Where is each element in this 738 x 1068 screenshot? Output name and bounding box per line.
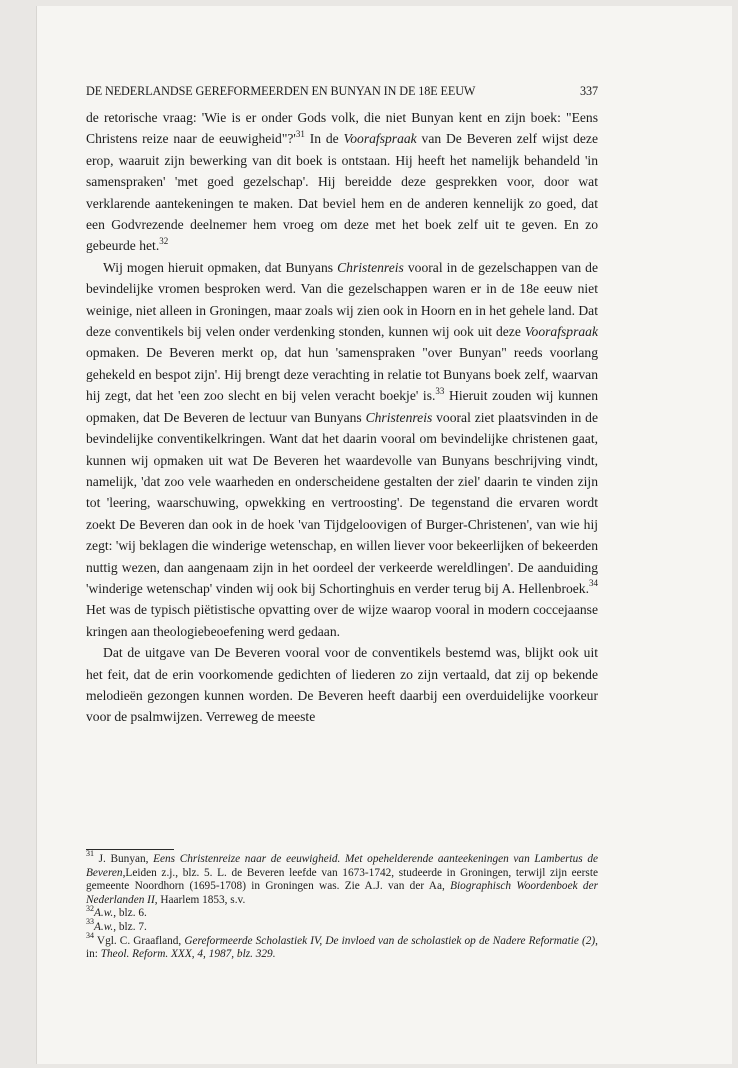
footnote-number: 32 (86, 903, 94, 913)
text-run: Het was de typisch piëtistische opvatting over de wijze waarop vooral in modern coccejaanse kringen aan theologiebeoefening werd gedaan. (86, 602, 598, 639)
text-run: Wij mogen hieruit opmaken, dat Bunyans (103, 259, 338, 275)
italic-title: Voorafspraak (343, 131, 417, 147)
text-run: , in: (86, 934, 598, 961)
running-header (86, 84, 598, 99)
italic-title: Gereformeerde Scholastiek IV, De invloed van de scholastiek op de Nadere Reformatie (2) (184, 934, 596, 947)
text-run: In de (304, 131, 344, 147)
footnote-34 (86, 930, 598, 962)
italic-title: Theol. Reform. XXX, 4, 1987, blz. 329. (100, 948, 276, 961)
footnote-divider (86, 849, 174, 850)
running-title: DE NEDERLANDSE GEREFORMEERDEN EN BUNYAN IN DE 18E EEUW (86, 84, 476, 98)
footnote-ref-33: 33 (435, 385, 445, 396)
text-run: Hieruit zouden wij kunnen opmaken, dat De Beveren de lectuur van Bunyans (86, 388, 598, 425)
paragraph-2 (86, 257, 598, 642)
italic-title: Christenreis (337, 259, 404, 275)
text-run: de retorische vraag: 'Wie is er onder Gods volk, die niet Bunyan kent en zijn boek: "Eens Christens reize naar de eeuwigheid"?' (86, 110, 598, 147)
italic-title: Eens Christenreize naar de eeuwigheid. Met opehelderende aanteekeningen van Lambertus de Beveren (86, 853, 598, 879)
footnote-number: 31 (86, 849, 94, 859)
text-run: van De Beveren zelf wijst deze erop, waaruit zijn bewerking van dit boek is ontstaan. Hij heeft het namelijk behandeld 'in samenspraken' 'met goed gezelschap'. Hij bereidde deze gesprekken voor, door wat verklarende aantekeningen te maken. Dat beviel hem en de anderen kennelijk zo goed, dat een Godvrezende deelnemer hem vroeg om deze met het boek zelf uit te geven. En zo gebeurde het. (86, 131, 598, 254)
footnote-31 (86, 849, 598, 907)
footnote-32 (86, 903, 598, 921)
text-run: Vgl. C. Graafland, (94, 934, 185, 947)
footnote-ref-32: 32 (159, 235, 169, 246)
text-run: opmaken. De Beveren merkt op, dat hun 'samenspraken "over Bunyan" reeds voorlang gehekeld en bespot zijn'. Hij brengt deze verachting in relatie tot Bunyans boek zelf, waarvan hij zegt, dat het 'een zoo slecht en bij velen veracht boekje' is. (86, 345, 598, 404)
italic-title: Voorafspraak (524, 324, 598, 340)
text-run: vooral ziet plaatsvinden in de bevindelijke conventikelkringen. Want dat het daarin vooral om bevindelijke christenen gaat, kunnen wij opmaken uit wat De Beveren het waardevolle van Bunyans beschrijving vindt, namelijk, 'dat zoo vele waarheden en onderscheidene gestalten der ziel' daarin te vinden zijn tot 'leering, waarschuwing, opwekking en vertroosting'. De tegenstand die ervaren wordt zoekt De Beveren dan ook in de hoek 'van Tijdgeloovigen of Burger-Christenen', van wie hij zegt: 'wij beklagen die winderige wetenschap, en willen liever voor bekeerlijken of bekeerden nuttig wezen, dan aangenaam zijn in het oordeel der verkeerde wereldlingen'. De aanduiding 'winderige wetenschap' vinden wij ook bij Schortinghuis en verder terug bij A. Hellenbroek. (86, 409, 598, 596)
footnote-ref-31: 31 (295, 128, 305, 139)
text-run: J. Bunyan, (94, 853, 154, 865)
footnotes (86, 849, 598, 962)
body-text (86, 107, 598, 728)
italic-title: A.w. (94, 907, 114, 920)
footnote-number: 33 (86, 917, 94, 927)
footnote-ref-34: 34 (589, 578, 598, 589)
page-number: 337 (580, 84, 598, 98)
text-run: , Haarlem 1853, s.v. (154, 893, 246, 906)
text-run: ,Leiden z.j., blz. 5. L. de Beveren leefde van 1673-1742, studeerde in Groningen, terwijl zijn eerste gemeente Noordhorn (1695-1708) in Groningen was. Zie A.J. van der Aa, (86, 866, 598, 893)
paragraph-1 (86, 107, 598, 257)
italic-title: Biographisch Woordenboek der Nederlanden II (86, 880, 598, 906)
text-run: vooral in de gezelschappen van de bevindelijke vromen besproken werd. Van die gezelschappen waren er in de 18e eeuw niet weinige, niet alleen in Groningen, maar zoals wij zien ook in Hoorn en in het gehele land. Dat deze conventikels bij velen onder verdenking stonden, kunnen wij ook uit deze (86, 259, 599, 340)
text-run: , blz. 6. (113, 907, 147, 920)
footnote-33 (86, 917, 598, 935)
text-run: , blz. 7. (113, 920, 147, 933)
footnote-number: 34 (86, 930, 94, 940)
italic-title: A.w. (94, 920, 114, 933)
paragraph-3: Dat de uitgave van De Beveren vooral voor de conventikels bestemd was, blijkt ook uit het feit, dat de erin voorkomende gedichten of liederen zo zijn vertaald, dat zij op bekende melodieën gezongen kunnen worden. De Beveren heeft daarbij een overduidelijke voorkeur voor de psalmwijzen. Verreweg de meeste (86, 645, 598, 725)
italic-title: Christenreis (365, 409, 433, 425)
